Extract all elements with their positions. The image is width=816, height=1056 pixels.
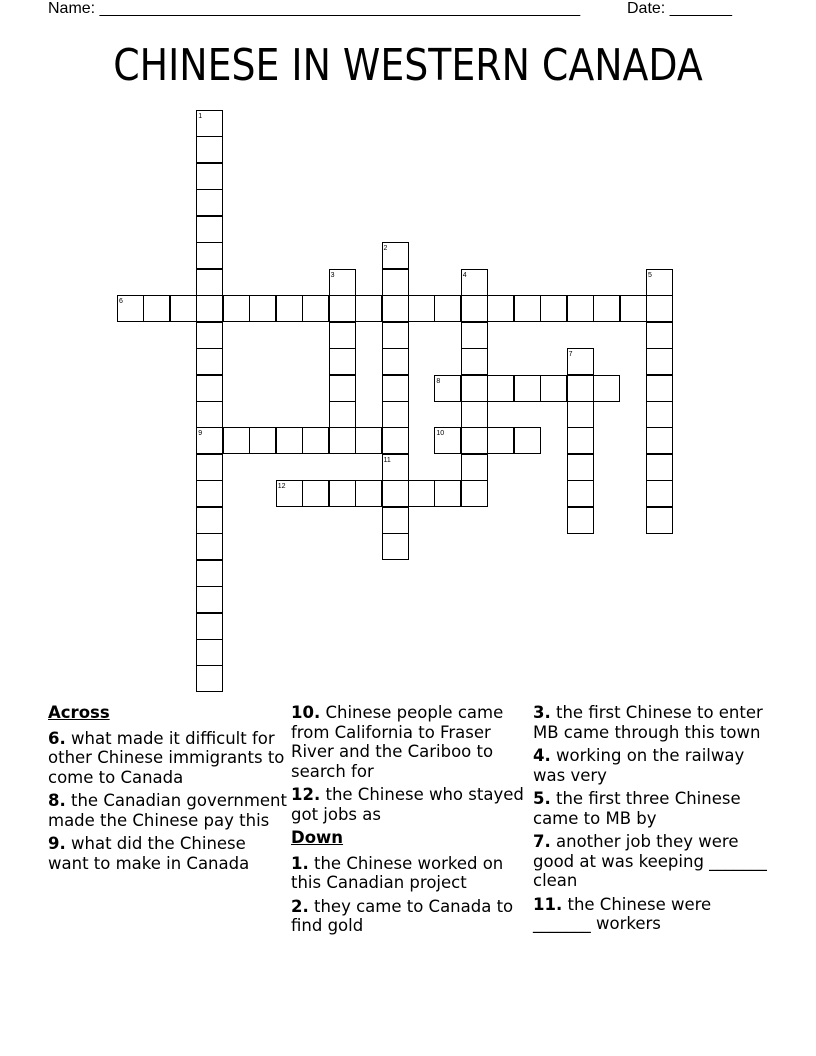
clue-number-label: 12 bbox=[277, 483, 286, 491]
crossword-cell[interactable] bbox=[461, 480, 488, 507]
crossword-cell[interactable] bbox=[382, 269, 409, 296]
crossword-cell[interactable] bbox=[382, 401, 409, 428]
clue-across-12 bbox=[291, 785, 531, 824]
crossword-cell[interactable] bbox=[567, 480, 594, 507]
clues-column-1 bbox=[48, 703, 288, 877]
crossword-cell[interactable] bbox=[646, 480, 673, 507]
crossword-cell[interactable] bbox=[540, 375, 567, 402]
crossword-cell[interactable] bbox=[196, 560, 223, 587]
crossword-cell[interactable] bbox=[196, 216, 223, 243]
clue-text: what made it difficult for other Chinese immigrants to come to Canada bbox=[48, 728, 285, 787]
crossword-cell[interactable] bbox=[382, 427, 409, 454]
crossword-cell[interactable] bbox=[646, 295, 673, 322]
clue-text: working on the railway was very bbox=[533, 746, 745, 785]
crossword-cell[interactable] bbox=[408, 480, 435, 507]
crossword-cell[interactable] bbox=[382, 295, 409, 322]
crossword-cell[interactable] bbox=[329, 348, 356, 375]
crossword-cell[interactable] bbox=[196, 454, 223, 481]
clue-text: the Chinese worked on this Canadian project bbox=[291, 853, 504, 892]
crossword-cell[interactable] bbox=[461, 322, 488, 349]
crossword-cell[interactable] bbox=[567, 295, 594, 322]
crossword-cell[interactable] bbox=[302, 427, 329, 454]
clue-text: the Chinese who stayed got jobs as bbox=[291, 785, 524, 824]
clue-number-label: 5 bbox=[648, 271, 652, 279]
clue-number: 10. bbox=[291, 703, 321, 722]
crossword-cell[interactable] bbox=[382, 348, 409, 375]
clue-number-label: 1 bbox=[198, 113, 203, 120]
crossword-cell[interactable] bbox=[567, 454, 594, 481]
clue-number: 9. bbox=[48, 834, 66, 853]
crossword-cell[interactable] bbox=[461, 348, 488, 375]
clues-column-3 bbox=[533, 703, 773, 938]
clue-down-1 bbox=[291, 854, 531, 893]
crossword-cell[interactable] bbox=[355, 480, 382, 507]
clue-number: 5. bbox=[533, 789, 551, 808]
crossword-cell[interactable] bbox=[196, 586, 223, 613]
clue-number-label: 4 bbox=[462, 271, 467, 279]
crossword-cell[interactable] bbox=[487, 295, 514, 322]
page-title: CHINESE IN WESTERN CANADA bbox=[113, 40, 703, 91]
crossword-cell[interactable] bbox=[196, 665, 223, 692]
clue-down-2 bbox=[291, 897, 531, 936]
crossword-cell[interactable] bbox=[196, 269, 223, 296]
crossword-cell[interactable] bbox=[223, 295, 250, 322]
clue-number: 1. bbox=[291, 853, 309, 873]
crossword-cell[interactable] bbox=[382, 480, 409, 507]
crossword-cell[interactable] bbox=[302, 480, 329, 507]
crossword-cell[interactable] bbox=[196, 242, 223, 269]
crossword-cell[interactable] bbox=[355, 427, 382, 454]
crossword-cell[interactable] bbox=[567, 401, 594, 428]
clue-number: 6. bbox=[48, 728, 66, 748]
crossword-cell[interactable] bbox=[329, 401, 356, 428]
clue-across-9 bbox=[48, 834, 288, 873]
crossword-cell[interactable] bbox=[540, 295, 567, 322]
crossword-cell[interactable] bbox=[355, 295, 382, 322]
crossword-cell[interactable] bbox=[461, 295, 488, 322]
crossword-cell[interactable] bbox=[487, 375, 514, 402]
clue-number: 8. bbox=[48, 791, 66, 810]
clue-text: they came to Canada to find gold bbox=[291, 896, 514, 935]
crossword-cell[interactable] bbox=[567, 375, 594, 402]
clue-number-label: 8 bbox=[436, 377, 441, 385]
clue-down-11 bbox=[533, 895, 773, 934]
crossword-cell[interactable] bbox=[461, 401, 488, 428]
crossword-cell[interactable] bbox=[646, 401, 673, 428]
crossword-cell[interactable] bbox=[514, 427, 541, 454]
crossword-cell[interactable] bbox=[461, 375, 488, 402]
name-field[interactable]: Name: ______________________________________________________ bbox=[48, 0, 581, 17]
crossword-cell[interactable] bbox=[646, 507, 673, 534]
crossword-cell[interactable] bbox=[382, 375, 409, 402]
crossword-cell[interactable] bbox=[196, 189, 223, 216]
crossword-cell[interactable] bbox=[196, 348, 223, 375]
crossword-cell[interactable] bbox=[646, 322, 673, 349]
crossword-cell[interactable] bbox=[646, 454, 673, 481]
crossword-cell[interactable] bbox=[593, 295, 620, 322]
crossword-cell[interactable] bbox=[276, 295, 303, 322]
crossword-cell[interactable] bbox=[170, 295, 197, 322]
crossword-cell[interactable] bbox=[329, 427, 356, 454]
crossword-cell[interactable] bbox=[329, 322, 356, 349]
crossword-cell[interactable] bbox=[382, 507, 409, 534]
crossword-cell[interactable] bbox=[434, 480, 461, 507]
crossword-cell[interactable] bbox=[196, 507, 223, 534]
crossword-cell[interactable] bbox=[487, 427, 514, 454]
clue-number: 4. bbox=[533, 746, 551, 765]
clue-text: the first three Chinese came to MB by bbox=[533, 789, 741, 828]
clue-text: the Canadian government made the Chinese pay this bbox=[48, 791, 287, 830]
across-heading: Across bbox=[48, 703, 110, 722]
clue-number-label: 9 bbox=[198, 430, 203, 438]
clue-number: 2. bbox=[291, 896, 309, 916]
crossword-cell[interactable] bbox=[302, 295, 329, 322]
crossword-cell[interactable] bbox=[514, 295, 541, 322]
crossword-cell[interactable] bbox=[276, 427, 303, 454]
crossword-cell[interactable] bbox=[196, 322, 223, 349]
clue-text: what did the Chinese want to make in Canada bbox=[48, 834, 250, 873]
crossword-cell[interactable] bbox=[382, 322, 409, 349]
clue-text: Chinese people came from California to Fraser River and the Cariboo to search for bbox=[291, 703, 504, 781]
clue-down-5 bbox=[533, 789, 773, 828]
crossword-cell[interactable] bbox=[143, 295, 170, 322]
crossword-cell[interactable] bbox=[567, 427, 594, 454]
clue-number-label: 7 bbox=[568, 351, 573, 358]
clue-number-label: 11 bbox=[383, 456, 391, 464]
crossword-cell[interactable] bbox=[646, 375, 673, 402]
crossword-cell[interactable] bbox=[196, 295, 223, 322]
crossword-cell[interactable] bbox=[620, 295, 647, 322]
crossword-cell[interactable] bbox=[567, 507, 594, 534]
clue-down-4 bbox=[533, 746, 773, 785]
crossword-cell[interactable] bbox=[434, 295, 461, 322]
clue-number: 11. bbox=[533, 894, 563, 914]
clue-text: another job they were good at was keeping _______ clean bbox=[533, 832, 767, 890]
crossword-cell[interactable] bbox=[196, 533, 223, 560]
clue-number-label: 3 bbox=[330, 271, 335, 279]
crossword-cell[interactable] bbox=[196, 639, 223, 666]
clue-down-7 bbox=[533, 832, 773, 891]
clue-number-label: 2 bbox=[383, 245, 388, 253]
date-field[interactable]: Date: _______ bbox=[627, 0, 732, 17]
crossword-cell[interactable] bbox=[593, 375, 620, 402]
crossword-cell[interactable] bbox=[196, 613, 223, 640]
clue-text: the first Chinese to enter MB came through this town bbox=[533, 703, 763, 742]
clue-number: 12. bbox=[291, 785, 321, 804]
crossword-cell[interactable] bbox=[196, 163, 223, 190]
down-heading: Down bbox=[291, 828, 344, 847]
clue-across-8 bbox=[48, 791, 288, 830]
crossword-cell[interactable] bbox=[249, 295, 276, 322]
crossword-cell[interactable] bbox=[196, 375, 223, 402]
clue-number-label: 10 bbox=[436, 430, 445, 438]
crossword-cell[interactable] bbox=[646, 427, 673, 454]
clue-number: 3. bbox=[533, 703, 551, 722]
crossword-cell[interactable] bbox=[514, 375, 541, 402]
clue-across-10 bbox=[291, 703, 531, 781]
crossword-cell[interactable] bbox=[223, 427, 250, 454]
crossword-cell[interactable] bbox=[196, 401, 223, 428]
crossword-cell[interactable] bbox=[249, 427, 276, 454]
clue-across-6 bbox=[48, 729, 288, 788]
clue-number: 7. bbox=[533, 832, 551, 851]
clue-down-3 bbox=[533, 703, 773, 742]
crossword-cell[interactable] bbox=[461, 427, 488, 454]
clues-column-2 bbox=[291, 703, 531, 940]
clue-number-label: 6 bbox=[119, 298, 123, 306]
crossword-cell[interactable] bbox=[329, 375, 356, 402]
crossword-cell[interactable] bbox=[646, 348, 673, 375]
crossword-cell[interactable] bbox=[196, 480, 223, 507]
crossword-cell[interactable] bbox=[382, 533, 409, 560]
crossword-cell[interactable] bbox=[408, 295, 435, 322]
crossword-cell[interactable] bbox=[329, 295, 356, 322]
clue-text: the Chinese were _______ workers bbox=[533, 894, 712, 933]
crossword-cell[interactable] bbox=[461, 454, 488, 481]
crossword-cell[interactable] bbox=[329, 480, 356, 507]
crossword-cell[interactable] bbox=[196, 136, 223, 163]
